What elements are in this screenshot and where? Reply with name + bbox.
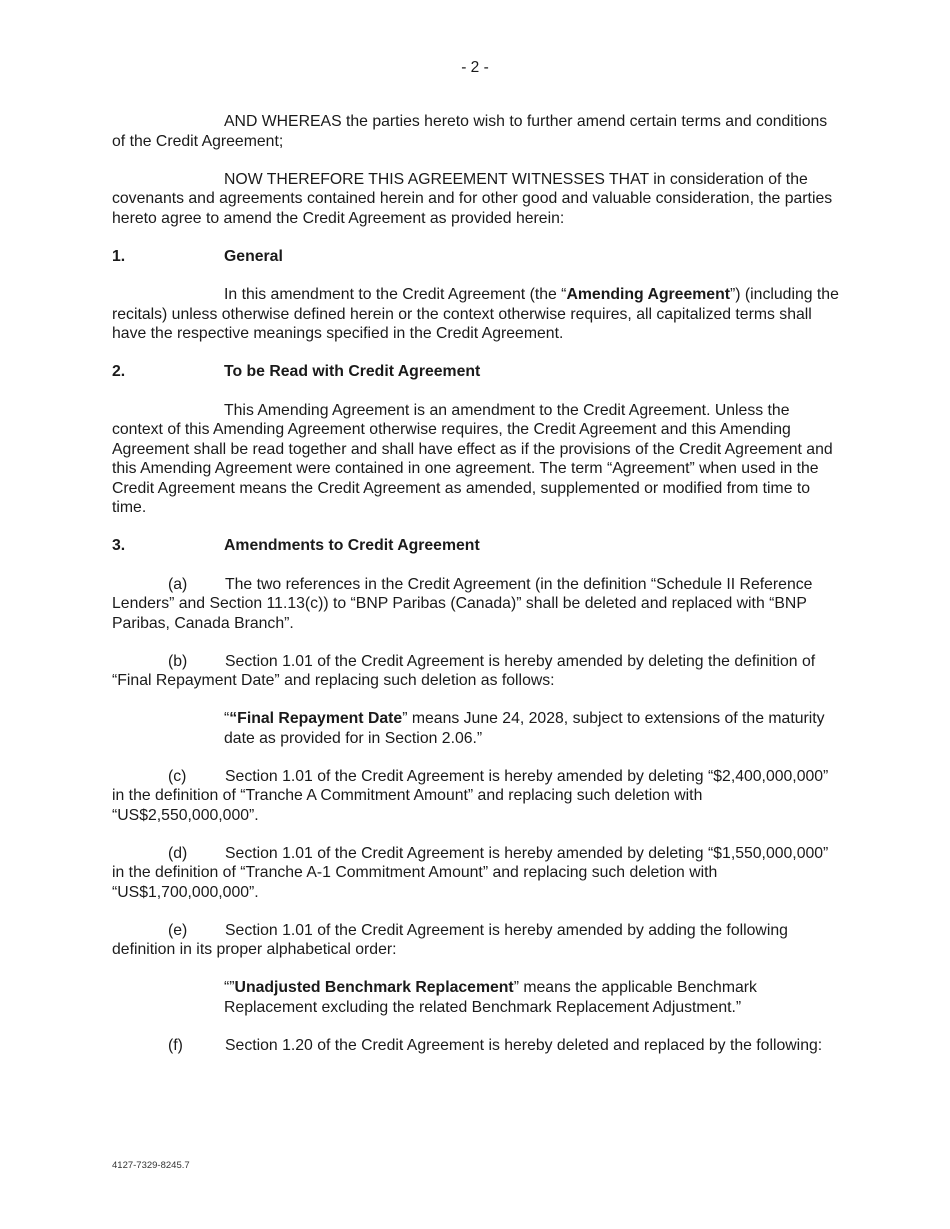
- section-1-number: 1.: [112, 247, 126, 265]
- amendment-c-text: Section 1.01 of the Credit Agreement is hereby amended by deleting “$2,400,000,000” in the definition of “Tranche A Commitment Amount” and replacing such deletion with “US$2,550,000,000”.: [112, 767, 829, 824]
- quote-e-rest: ” means the applicable Benchmark Replacement excluding the related Benchmark Replacement Adjustment.”: [224, 979, 757, 1016]
- section-1-text: [112, 285, 842, 344]
- quote-e-open: “”: [224, 979, 235, 996]
- quote-b-open: “: [224, 710, 230, 727]
- quote-b-rest: ” means June 24, 2028, subject to extensions of the maturity date as provided for in Section 2.06.”: [224, 710, 825, 747]
- section-3-number: 3.: [112, 537, 126, 554]
- final-repayment-date-term: “Final Repayment Date: [229, 710, 403, 727]
- amendment-a-text: The two references in the Credit Agreement (in the definition “Schedule II Reference Lenders” and Section 11.13(c)) to “BNP Paribas (Canada)” shall be deleted and replaced with “BNP Paribas, Canada Branch”.: [112, 575, 813, 632]
- therefore-recital: NOW THEREFORE THIS AGREEMENT WITNESSES THAT in consideration of the covenants and agreements contained herein and for other good and valuable consideration, the parties hereto agree to amend the Credit Agreement as provided herein:: [112, 170, 833, 227]
- amendment-e-label: (e): [168, 921, 188, 939]
- document-reference-footer: 4127-7329-8245.7: [112, 1160, 190, 1171]
- amendment-d-text: Section 1.01 of the Credit Agreement is hereby amended by deleting “$1,550,000,000” in the definition of “Tranche A-1 Commitment Amount” and replacing such deletion with “US$1,700,000,000”.: [112, 844, 829, 901]
- page-number: - 2 -: [461, 59, 489, 76]
- amendment-f: [112, 1036, 842, 1056]
- amendment-b-text: Section 1.01 of the Credit Agreement is hereby amended by deleting the definition of “Final Repayment Date” and replacing such deletion as follows:: [112, 652, 816, 689]
- section-1-title: General: [224, 247, 283, 265]
- amendment-b: [112, 652, 842, 691]
- section-2-title: To be Read with Credit Agreement: [224, 363, 481, 380]
- section-3-heading: [112, 536, 842, 556]
- section-2-heading: [112, 362, 842, 382]
- amendment-d-label: (d): [168, 844, 188, 862]
- whereas-recital: AND WHEREAS the parties hereto wish to further amend certain terms and conditions of the Credit Agreement;: [112, 113, 828, 150]
- amending-agreement-term: Amending Agreement: [566, 286, 730, 303]
- amendment-e: [112, 921, 842, 960]
- section-1-heading: [112, 247, 842, 267]
- amendment-a: [112, 575, 842, 634]
- section-1-text-pre: In this amendment to the Credit Agreement (the “: [224, 286, 567, 303]
- amendment-c: [112, 767, 842, 826]
- amendment-e-text: Section 1.01 of the Credit Agreement is hereby amended by adding the following definition in its proper alphabetical order:: [112, 921, 788, 958]
- unadjusted-benchmark-definition: [224, 978, 842, 1017]
- amendment-f-text: Section 1.20 of the Credit Agreement is hereby deleted and replaced by the following:: [225, 1036, 823, 1054]
- amendment-c-label: (c): [168, 767, 187, 785]
- document-body: [112, 112, 842, 1074]
- unadjusted-benchmark-term: Unadjusted Benchmark Replacement: [234, 979, 514, 996]
- section-3-title: Amendments to Credit Agreement: [224, 537, 480, 554]
- amendment-a-label: (a): [168, 575, 188, 593]
- final-repayment-date-definition: [224, 709, 842, 748]
- amendment-f-label: (f): [168, 1036, 183, 1054]
- section-2-number: 2.: [112, 363, 126, 380]
- amendment-d: [112, 844, 842, 903]
- section-1-text-post: ”) (including the recitals) unless otherwise defined herein or the context otherwise requires, all capitalized terms shall have the respective meanings specified in the Credit Agreement.: [112, 286, 839, 342]
- section-2-text: This Amending Agreement is an amendment to the Credit Agreement. Unless the context of this Amending Agreement otherwise requires, the Credit Agreement and this Amending Agreement shall be read together and shall have effect as if the provisions of the Credit Agreement and this Amending Agreement were contained in one agreement. The term “Agreement” when used in the Credit Agreement means the Credit Agreement as amended, supplemented or modified from time to time.: [112, 401, 833, 516]
- amendment-b-label: (b): [168, 652, 188, 670]
